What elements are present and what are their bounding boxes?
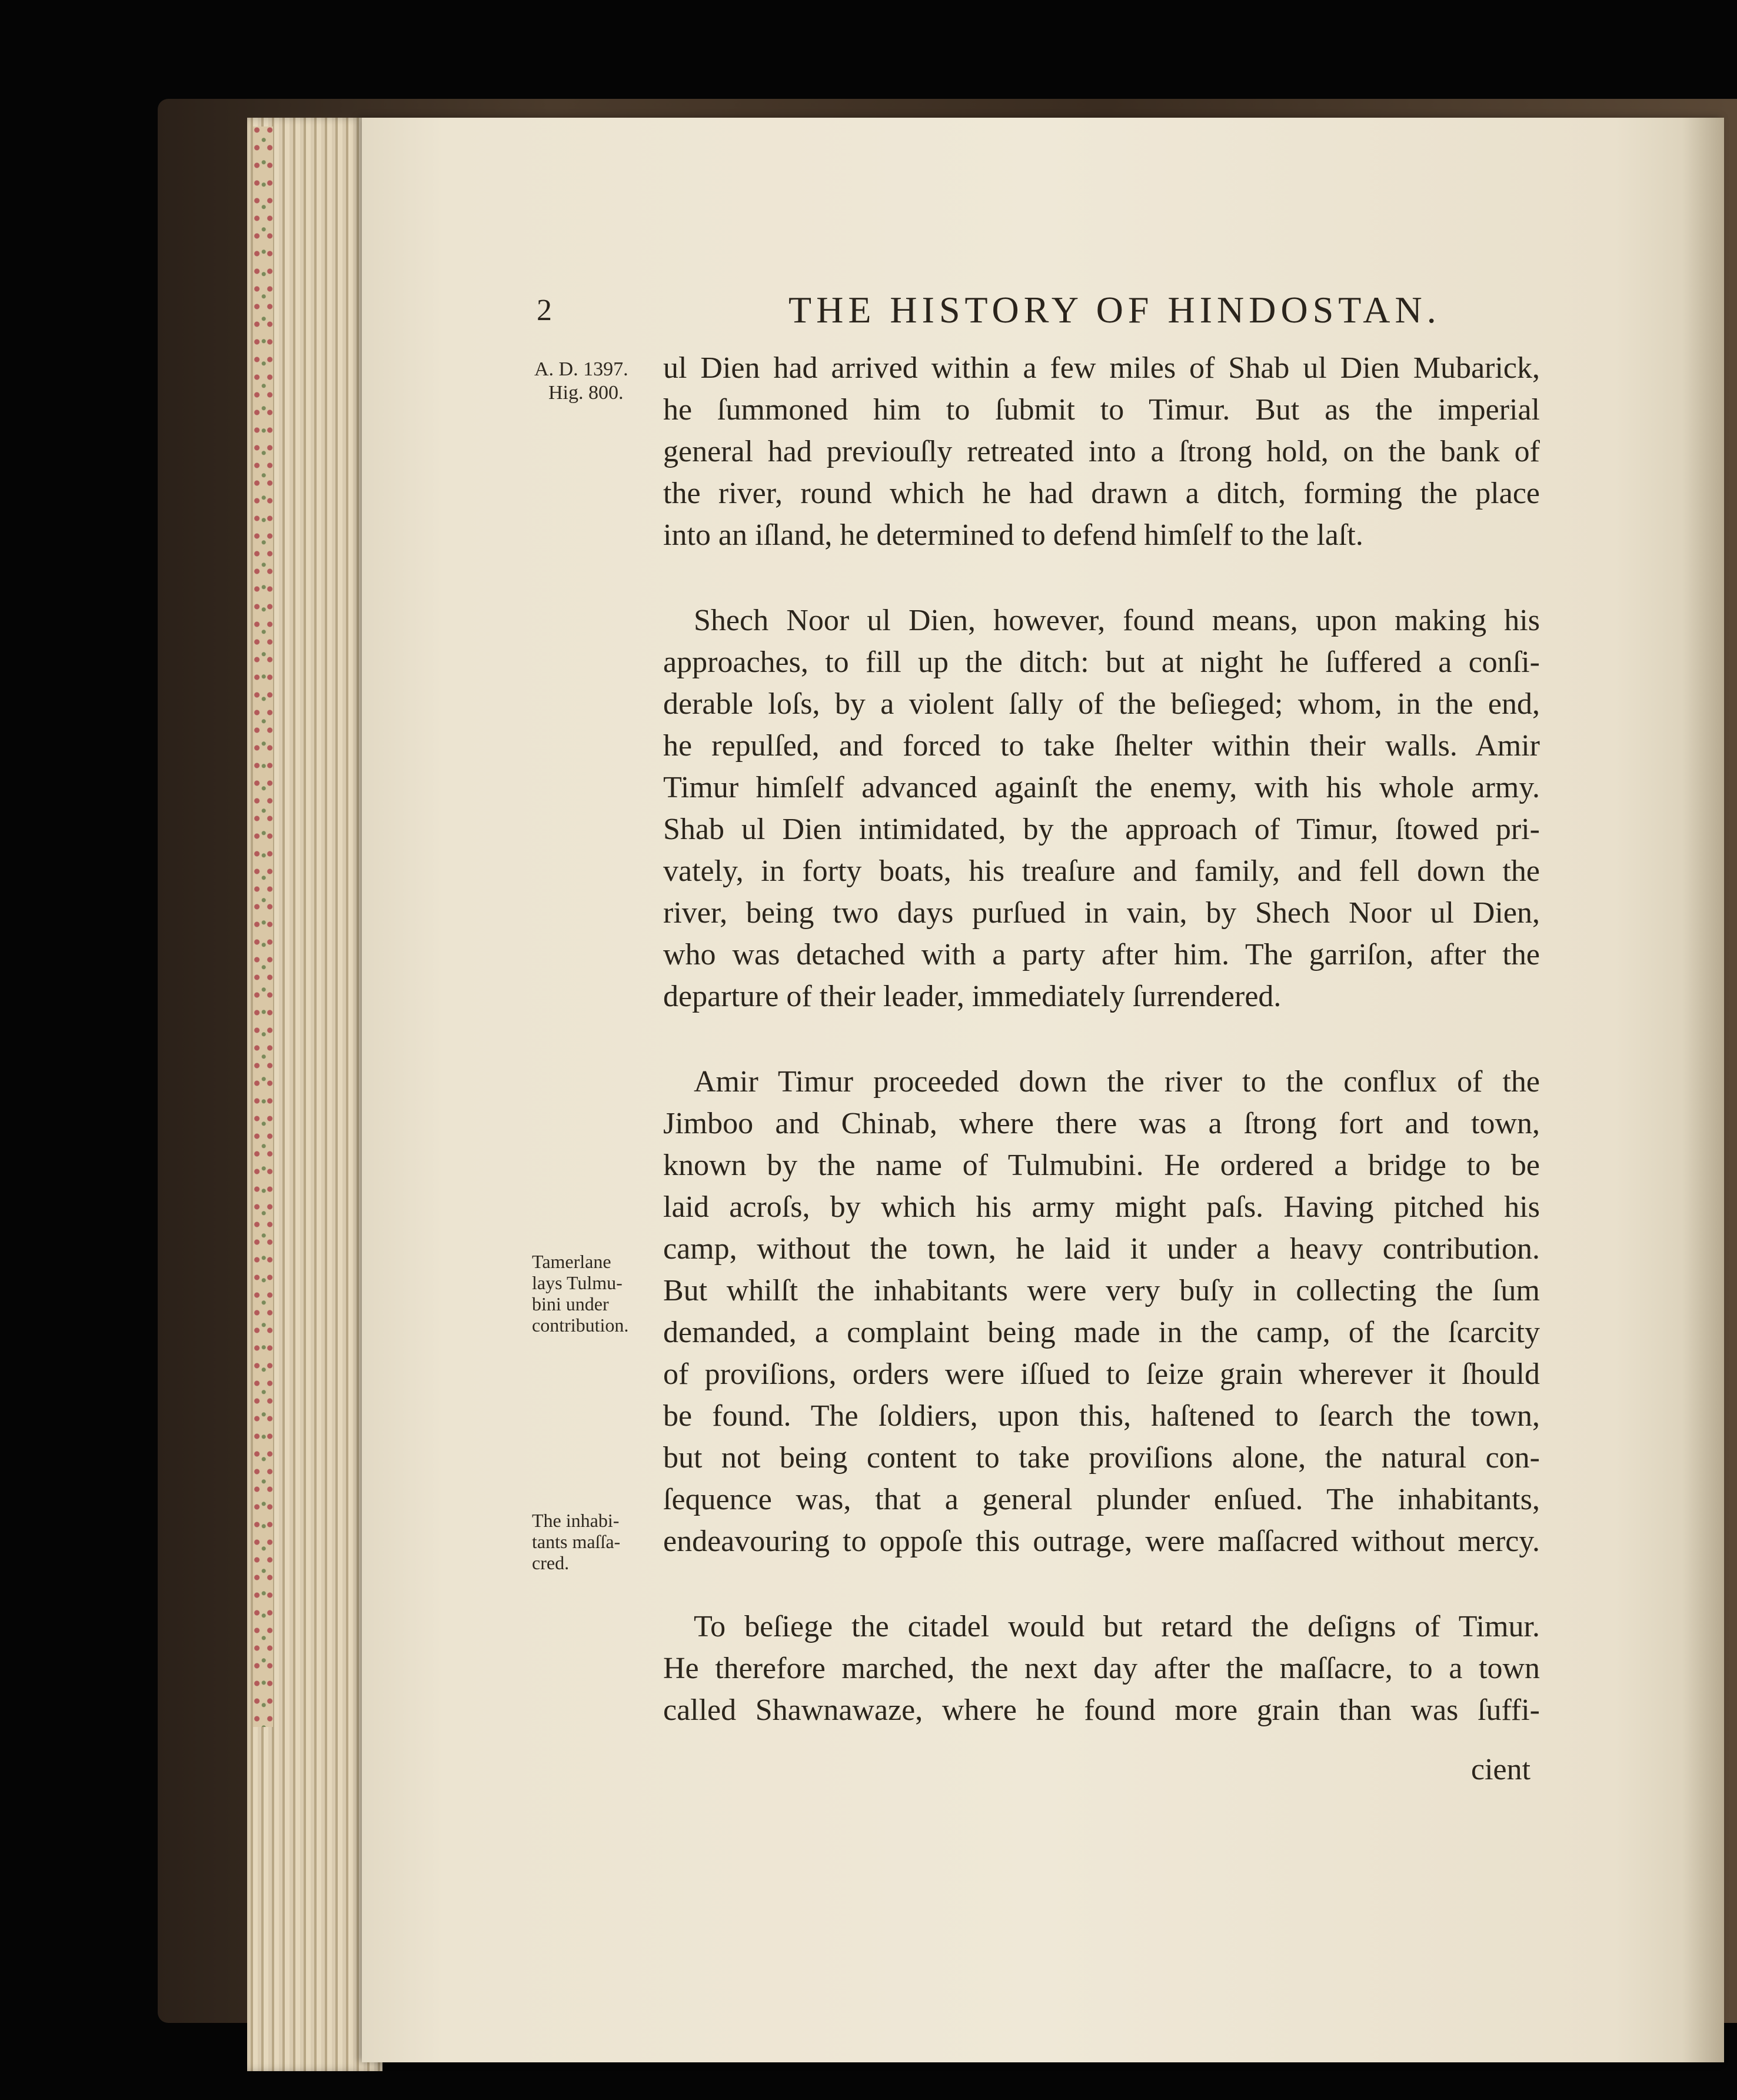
margin-date-ad: A. D. 1397. — [534, 358, 628, 380]
marbled-endpaper — [253, 127, 273, 1727]
text-line: known by the name of Tulmubini. He ordered a bridge to be — [663, 1149, 1540, 1182]
margin-note-line: bini under — [532, 1293, 609, 1314]
text-line: ul Dien had arrived within a few miles of Shab ul Dien Mubarick, — [663, 351, 1540, 385]
text-line: who was detached with a party after him. The garriſon, after the — [663, 938, 1540, 971]
text-line: Shab ul Dien intimidated, by the approach of Timur, ſtowed pri- — [663, 813, 1540, 846]
text-line: he ſummoned him to ſubmit to Timur. But as the imperial — [663, 393, 1540, 427]
text-line: Shech Noor ul Dien, however, found means, upon making his — [694, 604, 1540, 637]
margin-note-line: Tamerlane — [532, 1251, 611, 1272]
text-line: endeavouring to oppoſe this outrage, were maſſacred without mercy. — [663, 1525, 1540, 1558]
text-line: derable loſs, by a violent ſally of the beſieged; whom, in the end, — [663, 687, 1540, 721]
margin-note-line: cred. — [532, 1552, 570, 1573]
text-line: Amir Timur proceeded down the river to the conflux of the — [694, 1065, 1540, 1099]
paragraph-4 — [663, 1606, 1540, 1731]
margin-note-massacre — [532, 1510, 661, 1573]
text-line: Jimboo and Chinab, where there was a ſtrong fort and town, — [663, 1107, 1540, 1140]
text-line: But whilſt the inhabitants were very buſy in collecting the ſum — [663, 1274, 1540, 1307]
text-line: ſequence was, that a general plunder enſued. The inhabitants, — [663, 1483, 1540, 1516]
text-line: vately, in forty boats, his treaſure and family, and fell down the — [663, 854, 1540, 888]
text-line: He therefore marched, the next day after the maſſacre, to a town — [663, 1652, 1540, 1685]
text-line: the river, round which he had drawn a ditch, forming the place — [663, 477, 1540, 510]
text-line: demanded, a complaint being made in the camp, of the ſcarcity — [663, 1316, 1540, 1349]
margin-note-line: lays Tulmu- — [532, 1272, 623, 1293]
text-line: laid acroſs, by which his army might paſs. Having pitched his — [663, 1190, 1540, 1224]
margin-note-line: contribution. — [532, 1314, 629, 1336]
margin-note-contribution — [532, 1251, 661, 1336]
text-line: of proviſions, orders were iſſued to ſeize grain wherever it ſhould — [663, 1357, 1540, 1391]
text-line: To beſiege the citadel would but retard the deſigns of Timur. — [694, 1610, 1540, 1643]
text-line: he repulſed, and forced to take ſhelter within their walls. Amir — [663, 729, 1540, 763]
text-line: called Shawnawaze, where he found more grain than was ſuffi- — [663, 1693, 1540, 1727]
text-line: approaches, to fill up the ditch: but at night he ſuffered a conſi- — [663, 645, 1540, 679]
paragraph-3 — [663, 1061, 1540, 1562]
margin-note-line: tants maſſa- — [532, 1531, 621, 1552]
text-line: camp, without the town, he laid it under a heavy contribution. — [663, 1232, 1540, 1266]
paragraph-1 — [663, 347, 1540, 556]
catchword: cient — [1471, 1753, 1531, 1786]
paragraph-2 — [663, 600, 1540, 1017]
text-line: Timur himſelf advanced againſt the enemy, with his whole army. — [663, 771, 1540, 804]
text-line: be found. The ſoldiers, upon this, haſtened to ſearch the town, — [663, 1399, 1540, 1433]
text-line: river, being two days purſued in vain, by Shech Noor ul Dien, — [663, 896, 1540, 930]
running-head: THE HISTORY OF HINDOSTAN. — [788, 289, 1441, 331]
margin-date — [534, 358, 664, 405]
margin-note-line: The inhabi- — [532, 1510, 620, 1531]
text-line: but not being content to take proviſions alone, the natural con- — [663, 1441, 1540, 1475]
text-line: departure of their leader, immediately ſurrendered. — [663, 980, 1282, 1013]
text-line: general had previouſly retreated into a ſtrong hold, on the bank of — [663, 435, 1540, 468]
page-number: 2 — [537, 294, 552, 327]
body-text — [663, 347, 1540, 1731]
text-line: into an iſland, he determined to defend himſelf to the laſt. — [663, 518, 1363, 552]
margin-date-hijri: Hig. 800. — [548, 382, 624, 404]
